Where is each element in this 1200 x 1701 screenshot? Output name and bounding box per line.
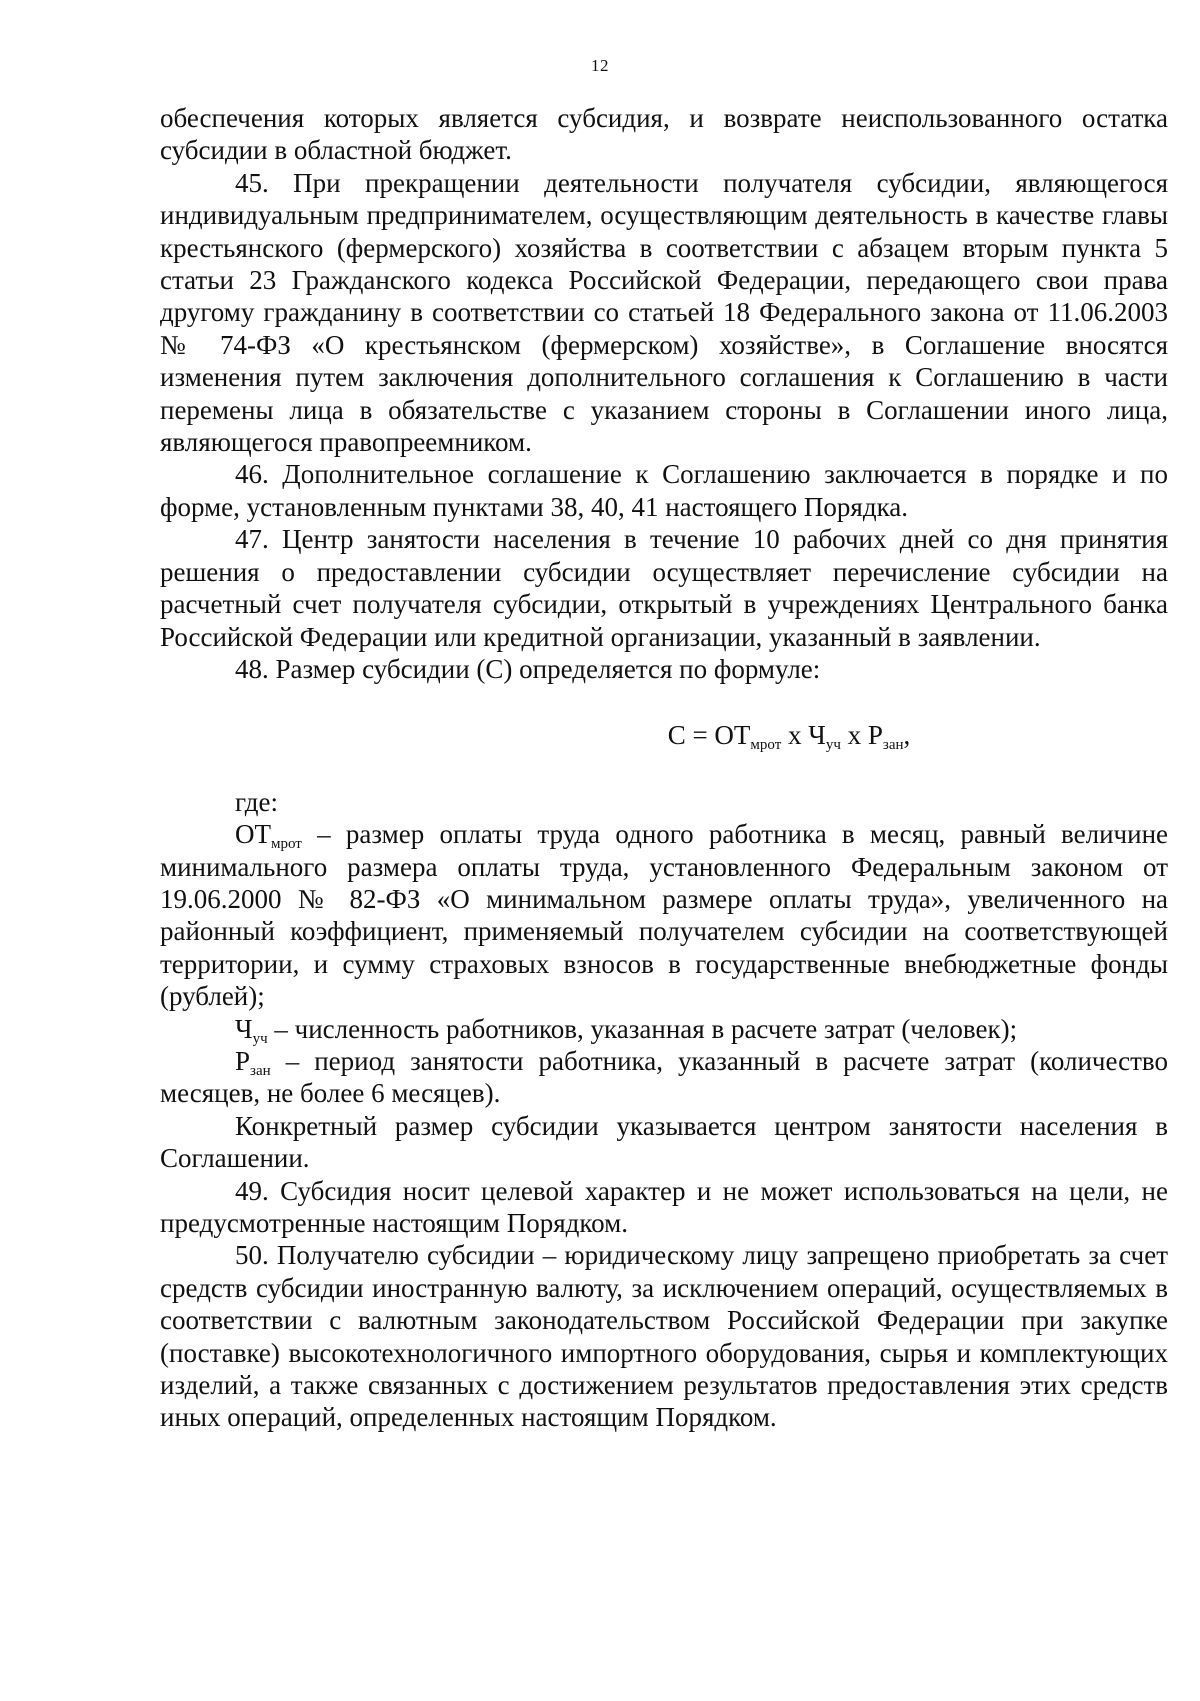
paragraph-44-continuation: обеспечения которых является субсидия, и возврате неиспользованного остатка субсидии в областной бюджет.	[160, 103, 1168, 166]
term-ch-main: Ч	[235, 1013, 253, 1044]
paragraph-45: 45. При прекращении деятельности получателя субсидии, являющегося индивидуальным предпринимателем, осуществляющим деятельность в качестве главы крестьянского (фермерского) хозяйства в соответствии с абзацем вторым пункта 5 статьи 23 Гражданского кодекса Российской Федерации, передающего свои права другому гражданину в соответствии со статьей 18 Федерального закона от 11.06.2003 № 74-ФЗ «О крестьянском (фермерском) хозяйстве», в Соглашение вносятся изменения путем заключения дополнительного соглашения к Соглашению в части перемены лица в обязательстве с указанием стороны в Соглашении иного лица, являющегося правопреемником.	[160, 167, 1168, 458]
definition-r	[160, 1045, 1168, 1110]
paragraph-concrete-size: Конкретный размер субсидии указывается центром занятости населения в Соглашении.	[160, 1110, 1168, 1174]
paragraph-49: 49. Субсидия носит целевой характер и не может использоваться на цели, не предусмотренные настоящим Порядком.	[160, 1175, 1168, 1238]
formula-operator-1: х Ч	[781, 720, 826, 751]
paragraph-50: 50. Получателю субсидии – юридическому лицу запрещено приобретать за счет средств субсидии иностранную валюту, за исключением операций, осуществляемых в соответствии с валютным законодательством Российской Федерации при закупке (поставке) высокотехнологичного импортного оборудования, сырья и комплектующих изделий, а также связанных с достижением результатов предоставления этих средств иных операций, определенных настоящим Порядком.	[160, 1240, 1168, 1433]
term-ch	[235, 1013, 268, 1047]
term-r-main: Р	[235, 1045, 251, 1076]
page-number: 12	[591, 56, 609, 75]
term-r	[235, 1045, 271, 1079]
definition-r-text: – период занятости работника, указанный в расчете затрат (количество месяцев, не более 6 месяцев).	[160, 1045, 1168, 1109]
formula-operator-2: х Р	[840, 720, 883, 751]
paragraph-47: 47. Центр занятости населения в течение 10 рабочих дней со дня принятия решения о предоставлении субсидии осуществляет перечисление субсидии на расчетный счет получателя субсидии, открытый в учреждениях Центрального банка Российской Федерации или кредитной организации, указанный в заявлении.	[160, 524, 1168, 652]
where-label: где:	[235, 786, 278, 817]
formula-lhs: С = ОТ	[667, 720, 751, 751]
definition-ot-text: – размер оплаты труда одного работника в месяц, равный величине минимального размера оплаты труда, установленного Федеральным законом от 19.06.2000 № 82-ФЗ «О минимальном размере оплаты труда», увеличенного на районный коэффициент, применяемый получателем субсидии на соответствующей территории, и сумму страховых взносов в государственные внебюджетные фонды (рублей);	[160, 819, 1168, 1012]
term-ot	[235, 819, 302, 853]
paragraph-48: 48. Размер субсидии (С) определяется по формуле:	[235, 653, 821, 684]
formula-tail: ,	[903, 720, 911, 751]
subsidy-formula	[160, 719, 1168, 754]
document-body	[160, 102, 1168, 1434]
formula-subscript-mrot: мрот	[750, 737, 782, 754]
definition-ch-text: – численность работников, указанная в расчете затрат (человек);	[274, 1013, 1018, 1044]
paragraph-46: 46. Дополнительное соглашение к Соглашению заключается в порядке и по форме, установленным пунктами 38, 40, 41 настоящего Порядка.	[160, 459, 1168, 522]
term-ot-sub: мрот	[271, 836, 302, 853]
term-ot-main: ОТ	[235, 819, 271, 850]
definition-ch	[160, 1013, 1168, 1045]
definition-ot	[160, 818, 1168, 1012]
term-ch-sub: уч	[252, 1030, 268, 1047]
formula-subscript-zan: зан	[882, 737, 904, 754]
term-r-sub: зан	[250, 1062, 271, 1079]
formula-subscript-uch: уч	[825, 737, 841, 754]
